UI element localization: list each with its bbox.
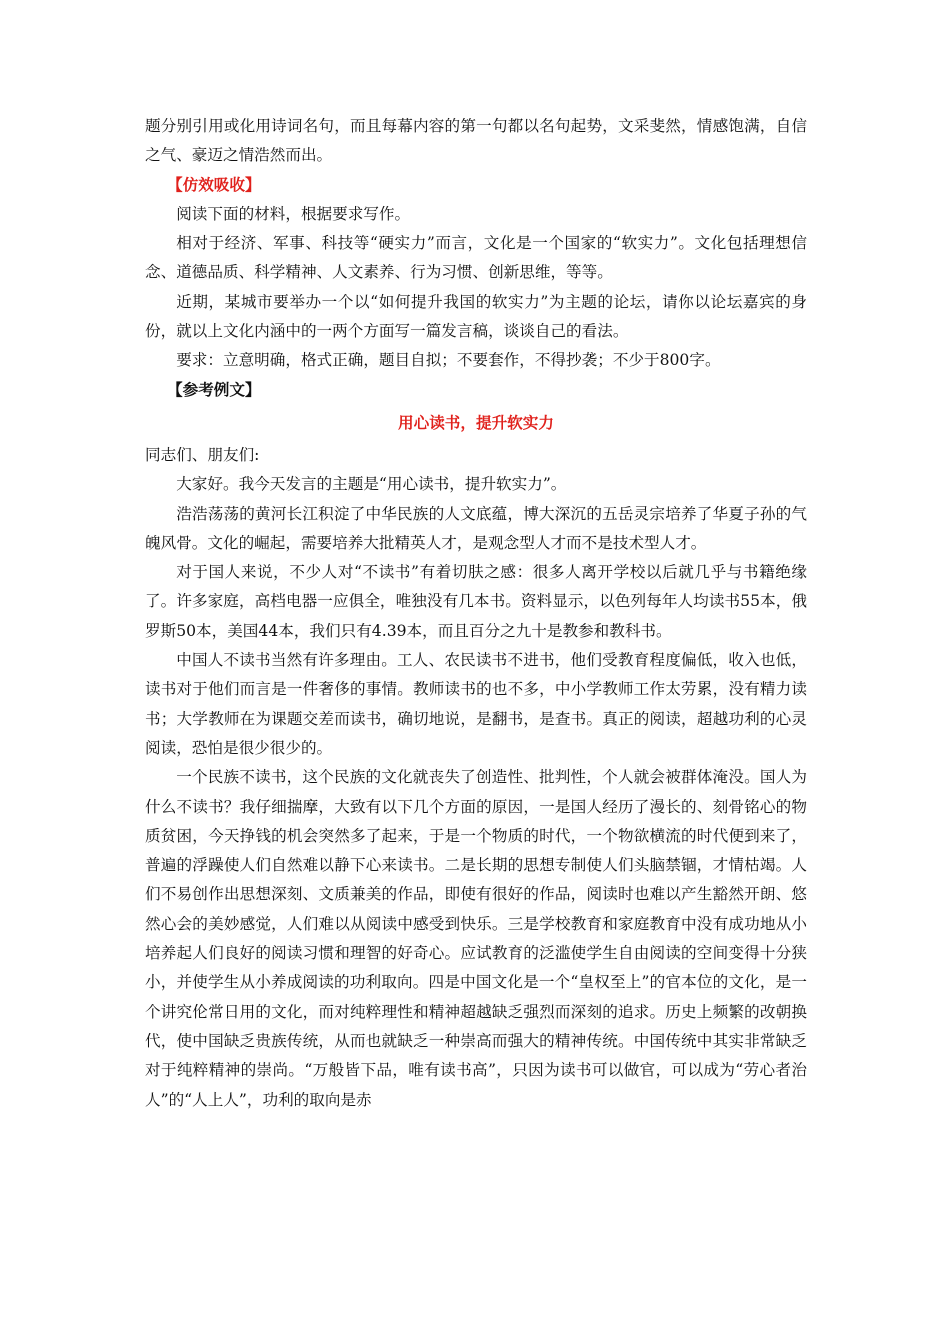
essay-paragraph: 一个民族不读书，这个民族的文化就丧失了创造性、批判性，个人就会被群体淹没。国人为什么不读书？我仔细揣摩，大致有以下几个方面的原因，一是国人经历了漫长的、刻骨铭心的物质贫困，今天挣钱的机会突然多了起来，于是一个物质的时代，一个物欲横流的时代便到来了，普遍的浮躁使人们自然难以静下心来读书。二是长期的思想专制使人们头脑禁锢，才情枯竭。人们不易创作出思想深刻、文质兼美的作品，即使有很好的作品，阅读时也难以产生豁然开朗、悠然心会的美妙感觉，人们难以从阅读中感受到快乐。三是学校教育和家庭教育中没有成功地从小培养起人们良好的阅读习惯和理智的好奇心。应试教育的泛滥使学生自由阅读的空间变得十分狭小，并使学生从小养成阅读的功利取向。四是中国文化是一个“皇权至上”的官本位的文化，是一个讲究伦常日用的文化，而对纯粹理性和精神超越缺乏强烈而深刻的追求。历史上频繁的改朝换代，使中国缺乏贵族传统，从而也就缺乏一种崇高而强大的精神传统。中国传统中其实非常缺乏对于纯粹精神的崇尚。“万般皆下品，唯有读书高”，只因为读书可以做官，可以成为“劳心者治人”的“人上人”，功利的取向是赤 [145, 768, 807, 1109]
document-page [145, 112, 807, 1115]
intro-continuation: 题分别引用或化用诗词名句，而且每幕内容的第一句都以名句起势，文采斐然，情感饱满，自信之气、豪迈之情浩然而出。 [145, 117, 807, 165]
essay-paragraph: 大家好。我今天发言的主题是“用心读书，提升软实力”。 [176, 475, 567, 494]
reference-heading: 【参考例文】 [167, 380, 261, 399]
imitation-paragraph: 相对于经济、军事、科技等“硬实力”而言，文化是一个国家的“软实力”。文化包括理想信念、道德品质、科学精神、人文素养、行为习惯、创新思维，等等。 [145, 234, 807, 282]
essay-paragraph: 中国人不读书当然有许多理由。工人、农民读书不进书，他们受教育程度偏低，收入也低，读书对于他们而言是一件奢侈的事情。教师读书的也不多，中小学教师工作太劳累，没有精力读书；大学教师在为课题交差而读书，确切地说，是翻书，是查书。真正的阅读，超越功利的心灵阅读，恐怕是很少很少的。 [145, 651, 807, 757]
imitation-heading: 【仿效吸收】 [167, 175, 261, 194]
essay-paragraph: 浩浩荡荡的黄河长江积淀了中华民族的人文底蕴，博大深沉的五岳灵宗培养了华夏子孙的气魄风骨。文化的崛起，需要培养大批精英人才，是观念型人才而不是技术型人才。 [145, 504, 807, 552]
imitation-paragraph: 近期，某城市要举办一个以“如何提升我国的软实力”为主题的论坛，请你以论坛嘉宾的身份，就以上文化内涵中的一两个方面写一篇发言稿，谈谈自己的看法。 [145, 292, 807, 341]
essay-salutation: 同志们、朋友们: [145, 445, 260, 464]
imitation-paragraph: 阅读下面的材料，根据要求写作。 [176, 204, 411, 223]
essay-title: 用心读书，提升软实力 [398, 413, 554, 432]
essay-paragraph: 对于国人来说，不少人对“不读书”有着切肤之感：很多人离开学校以后就几乎与书籍绝缘了。许多家庭，高档电器一应俱全，唯独没有几本书。资料显示，以色列每年人均读书55本，俄罗斯50本，美国44本，我们只有4.39本，而且百分之九十是教参和教科书。 [145, 563, 807, 640]
imitation-paragraph: 要求：立意明确，格式正确，题目自拟；不要套作，不得抄袭；不少于800字。 [176, 351, 721, 370]
